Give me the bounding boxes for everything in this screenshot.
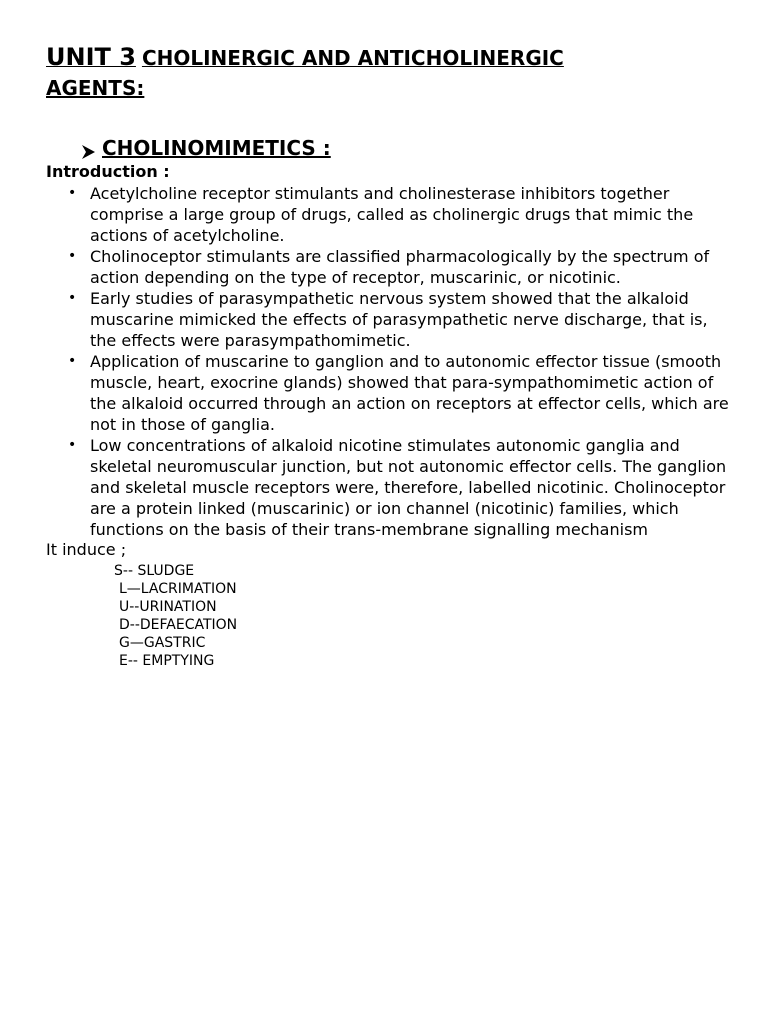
bullet-list <box>46 183 736 540</box>
unit-title-continuation: AGENTS: <box>46 76 145 100</box>
unit-title-text: CHOLINERGIC AND ANTICHOLINERGIC <box>141 46 564 70</box>
mnemonic-item: L—LACRIMATION <box>119 581 237 597</box>
section-heading <box>80 135 736 161</box>
mnemonic-item: U--URINATION <box>119 599 217 615</box>
unit-number: UNIT 3 <box>46 43 136 71</box>
mnemonic-item: S-- SLUDGE <box>114 563 195 579</box>
mnemonic-item: E-- EMPTYING <box>119 653 215 669</box>
induce-label: It induce ; <box>46 540 127 559</box>
sludge-mnemonic-list <box>114 562 736 670</box>
bullet-item: • Application of muscarine to ganglion and to autonomic effector tissue (smooth muscle, heart, exocrine glands) showed that para-sympathomimetic action of the alkaloid occurred through an action on receptors at effector cells, which are not in those of ganglia. <box>90 351 736 435</box>
mnemonic-item: G—GASTRIC <box>119 635 206 651</box>
bullet-item: • Cholinoceptor stimulants are classified pharmacologically by the spectrum of action depending on the type of receptor, muscarinic, or nicotinic. <box>90 246 736 288</box>
introduction-label: Introduction : <box>46 162 170 181</box>
section-title: CHOLINOMIMETICS : <box>102 136 331 160</box>
bullet-item: • Acetylcholine receptor stimulants and cholinesterase inhibitors together comprise a large group of drugs, called as cholinergic drugs that mimic the actions of acetylcholine. <box>90 183 736 246</box>
unit-title <box>46 42 736 75</box>
document-page <box>46 42 736 670</box>
bullet-item: • Low concentrations of alkaloid nicotine stimulates autonomic ganglia and skeletal neuromuscular junction, but not autonomic effector cells. The ganglion and skeletal muscle receptors were, therefore, labelled nicotinic. Cholinoceptor are a protein linked (muscarinic) or ion channel (nicotinic) families, which functions on the basis of their trans-membrane signalling mechanism <box>90 435 736 540</box>
mnemonic-item: D--DEFAECATION <box>119 617 238 633</box>
arrow-icon <box>80 140 96 156</box>
bullet-item: • Early studies of parasympathetic nervous system showed that the alkaloid muscarine mimicked the effects of parasympathetic nerve discharge, that is, the effects were parasympathomimetic. <box>90 288 736 351</box>
